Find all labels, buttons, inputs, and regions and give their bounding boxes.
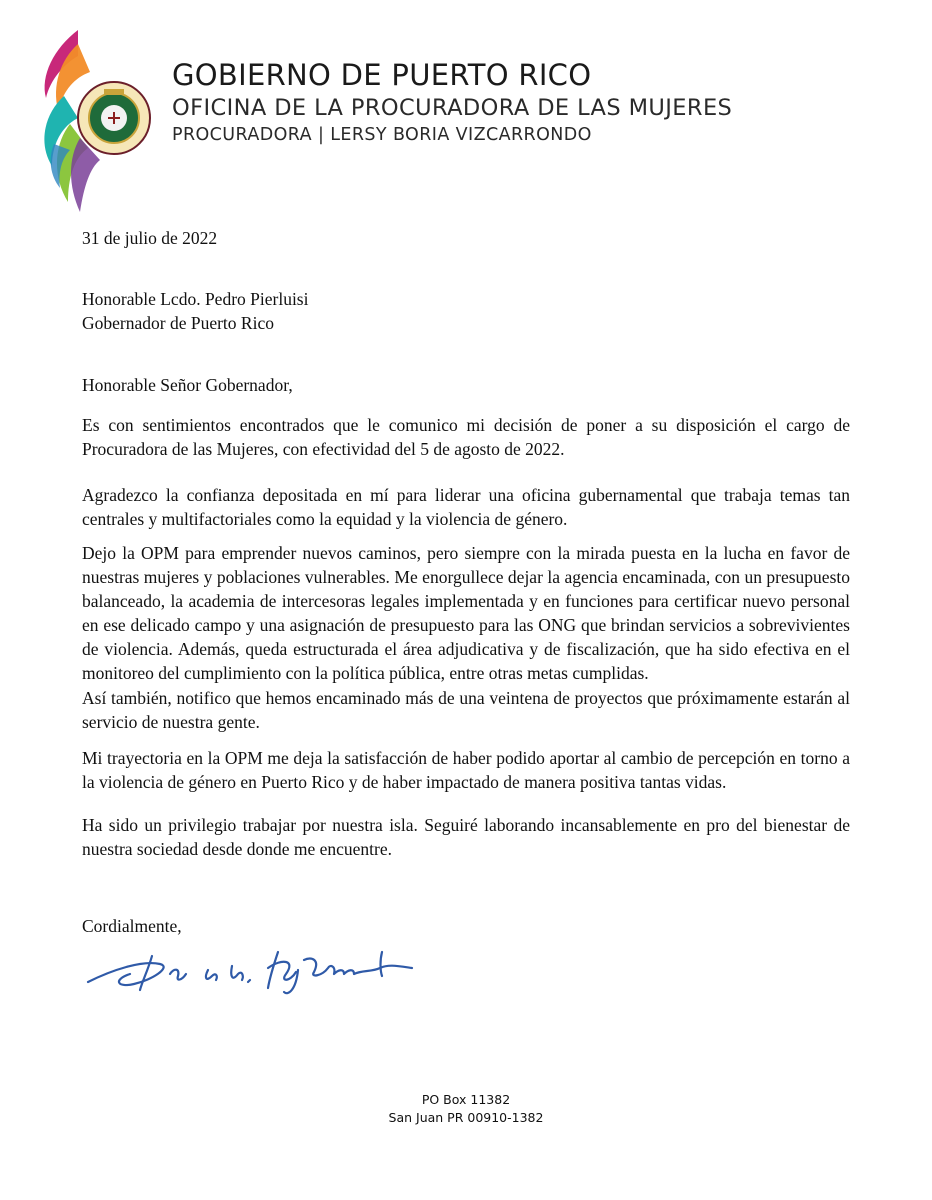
letterhead — [172, 58, 732, 146]
paragraph: Es con sentimientos encontrados que le comunico mi decisión de poner a su disposición el cargo de Procuradora de las Mujeres, con efectividad del 5 de agosto de 2022. — [82, 415, 850, 459]
paragraph: Así también, notifico que hemos encaminado más de una veintena de proyectos que próximamente estarán al servicio de nuestra gente. — [82, 688, 850, 732]
recipient-name: Honorable Lcdo. Pedro Pierluisi — [82, 289, 309, 309]
footer-address — [0, 1091, 932, 1127]
handwritten-signature — [82, 930, 422, 1000]
paragraph: Dejo la OPM para emprender nuevos caminos, pero siempre con la mirada puesta en la lucha en favor de nuestras mujeres y poblaciones vulnerables. Me enorgullece dejar la agencia encaminada, con un presupuesto balanceado, la academia de intercesoras legales implementada y en funciones para certificar nuevo personal en ese delicado campo y una asignación de presupuesto para las ONG que brindan servicios a sobrevivientes de violencia. Además, queda estructurada el área adjudicativa y de fiscalización, que ha sido efectiva en el monitoreo del cumplimiento con la política pública, entre otras metas cumplidas. — [82, 543, 850, 683]
recipient-title: Gobernador de Puerto Rico — [82, 313, 274, 333]
letterhead-title: GOBIERNO DE PUERTO RICO — [172, 58, 592, 92]
salutation: Honorable Señor Gobernador, — [82, 375, 293, 395]
letterhead-officer: PROCURADORA | LERSY BORIA VIZCARRONDO — [172, 125, 592, 145]
letter-date: 31 de julio de 2022 — [82, 228, 218, 248]
closing: Cordialmente, — [82, 916, 182, 936]
footer-city: San Juan PR 00910-1382 — [388, 1110, 544, 1125]
paragraph: Agradezco la confianza depositada en mí para liderar una oficina gubernamental que trabaja temas tan centrales y multifactoriales como la equidad y la violencia de género. — [82, 485, 850, 529]
recipient-block — [82, 287, 850, 335]
government-logo — [34, 26, 154, 216]
paragraph: Ha sido un privilegio trabajar por nuestra isla. Seguiré laborando incansablemente en pro del bienestar de nuestra sociedad desde donde me encuentre. — [82, 815, 850, 859]
footer-po-box: PO Box 11382 — [421, 1092, 511, 1107]
paragraph: Mi trayectoria en la OPM me deja la satisfacción de haber podido aportar al cambio de percepción en torno a la violencia de género en Puerto Rico y de haber impactado de manera positiva tantas vidas. — [82, 748, 850, 792]
letterhead-office: OFICINA DE LA PROCURADORA DE LAS MUJERES — [172, 95, 733, 121]
